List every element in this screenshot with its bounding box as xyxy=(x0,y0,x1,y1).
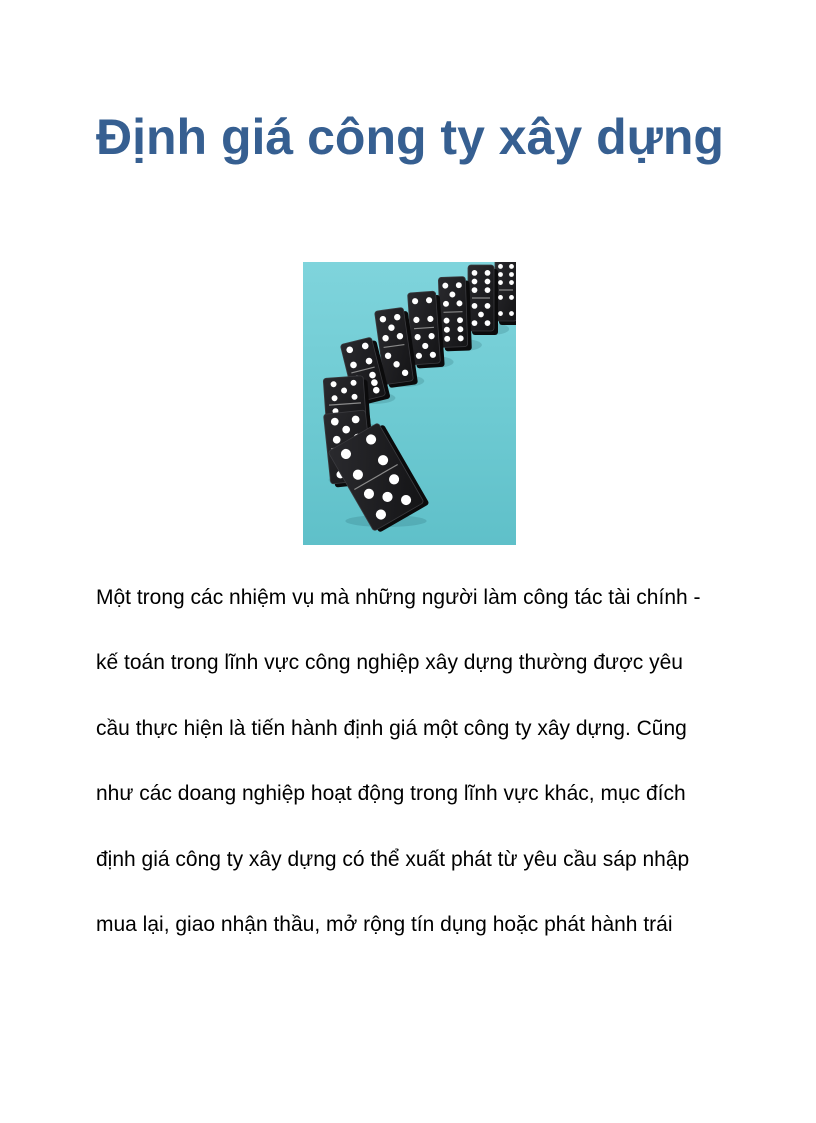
domino-tile xyxy=(438,276,472,351)
domino-tile xyxy=(468,265,498,335)
body-line: như các doang nghiệp hoạt động trong lĩnh vực khác, mục đích xyxy=(96,782,686,806)
page-title: Định giá công ty xây dựng xyxy=(96,109,724,165)
body-paragraph xyxy=(96,578,736,970)
domino-tile xyxy=(495,262,516,325)
dominoes-falling-image xyxy=(303,262,516,545)
body-line: kế toán trong lĩnh vực công nghiệp xây dựng thường được yêu xyxy=(96,651,683,675)
body-line: mua lại, giao nhận thầu, mở rộng tín dụng hoặc phát hành trái xyxy=(96,912,673,936)
body-line: cầu thực hiện là tiến hành định giá một công ty xây dựng. Cũng xyxy=(96,716,687,740)
body-line: Một trong các nhiệm vụ mà những người làm công tác tài chính - xyxy=(96,586,701,609)
body-line: định giá công ty xây dựng có thể xuất phát từ yêu cầu sáp nhập xyxy=(96,847,690,871)
